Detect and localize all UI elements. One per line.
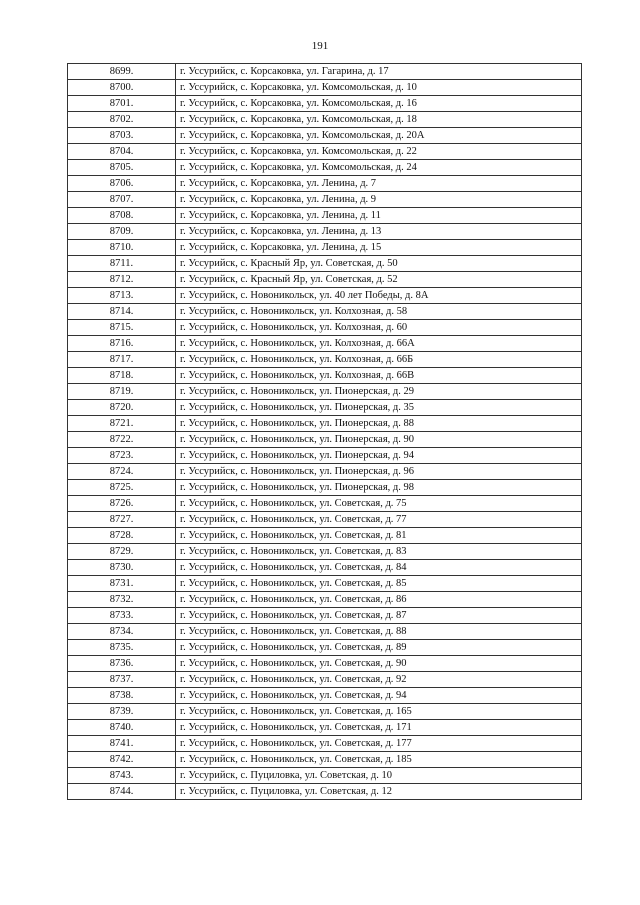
address-cell: г. Уссурийск, с. Новоникольск, ул. Советская, д. 92: [176, 672, 582, 688]
row-number-cell: 8707.: [68, 192, 176, 208]
address-cell: г. Уссурийск, с. Новоникольск, ул. Пионерская, д. 88: [176, 416, 582, 432]
address-cell: г. Уссурийск, с. Новоникольск, ул. Пионерская, д. 96: [176, 464, 582, 480]
row-number-cell: 8739.: [68, 704, 176, 720]
address-cell: г. Уссурийск, с. Новоникольск, ул. Советская, д. 171: [176, 720, 582, 736]
row-number-cell: 8720.: [68, 400, 176, 416]
table-row: [68, 608, 582, 624]
row-number-cell: 8743.: [68, 768, 176, 784]
address-cell: г. Уссурийск, с. Новоникольск, ул. Советская, д. 81: [176, 528, 582, 544]
table-row: [68, 128, 582, 144]
table-row: [68, 624, 582, 640]
address-cell: г. Уссурийск, с. Новоникольск, ул. Колхозная, д. 60: [176, 320, 582, 336]
address-cell: г. Уссурийск, с. Новоникольск, ул. Колхозная, д. 66А: [176, 336, 582, 352]
table-row: [68, 672, 582, 688]
row-number-cell: 8738.: [68, 688, 176, 704]
row-number-cell: 8711.: [68, 256, 176, 272]
table-row: [68, 496, 582, 512]
row-number-cell: 8725.: [68, 480, 176, 496]
row-number-cell: 8729.: [68, 544, 176, 560]
table-row: [68, 224, 582, 240]
table-row: [68, 192, 582, 208]
table-row: [68, 432, 582, 448]
address-cell: г. Уссурийск, с. Новоникольск, ул. Колхозная, д. 66Б: [176, 352, 582, 368]
address-cell: г. Уссурийск, с. Новоникольск, ул. Советская, д. 185: [176, 752, 582, 768]
address-cell: г. Уссурийск, с. Корсаковка, ул. Ленина, д. 13: [176, 224, 582, 240]
row-number-cell: 8714.: [68, 304, 176, 320]
table-row: [68, 320, 582, 336]
address-cell: г. Уссурийск, с. Корсаковка, ул. Гагарина, д. 17: [176, 64, 582, 80]
row-number-cell: 8708.: [68, 208, 176, 224]
table-row: [68, 144, 582, 160]
address-cell: г. Уссурийск, с. Новоникольск, ул. Советская, д. 83: [176, 544, 582, 560]
row-number-cell: 8703.: [68, 128, 176, 144]
row-number-cell: 8705.: [68, 160, 176, 176]
table-row: [68, 784, 582, 800]
table-row: [68, 368, 582, 384]
table-row: [68, 176, 582, 192]
table-row: [68, 752, 582, 768]
table-row: [68, 208, 582, 224]
address-cell: г. Уссурийск, с. Новоникольск, ул. Советская, д. 94: [176, 688, 582, 704]
row-number-cell: 8699.: [68, 64, 176, 80]
address-cell: г. Уссурийск, с. Корсаковка, ул. Комсомольская, д. 18: [176, 112, 582, 128]
row-number-cell: 8735.: [68, 640, 176, 656]
address-cell: г. Уссурийск, с. Новоникольск, ул. Советская, д. 165: [176, 704, 582, 720]
row-number-cell: 8718.: [68, 368, 176, 384]
address-cell: г. Уссурийск, с. Новоникольск, ул. Советская, д. 84: [176, 560, 582, 576]
table-row: [68, 528, 582, 544]
row-number-cell: 8717.: [68, 352, 176, 368]
row-number-cell: 8742.: [68, 752, 176, 768]
address-cell: г. Уссурийск, с. Новоникольск, ул. Советская, д. 86: [176, 592, 582, 608]
table-row: [68, 416, 582, 432]
row-number-cell: 8704.: [68, 144, 176, 160]
address-cell: г. Уссурийск, с. Корсаковка, ул. Ленина, д. 15: [176, 240, 582, 256]
address-cell: г. Уссурийск, с. Корсаковка, ул. Комсомольская, д. 20А: [176, 128, 582, 144]
address-cell: г. Уссурийск, с. Новоникольск, ул. 40 лет Победы, д. 8А: [176, 288, 582, 304]
address-cell: г. Уссурийск, с. Корсаковка, ул. Комсомольская, д. 22: [176, 144, 582, 160]
address-cell: г. Уссурийск, с. Корсаковка, ул. Комсомольская, д. 24: [176, 160, 582, 176]
row-number-cell: 8736.: [68, 656, 176, 672]
row-number-cell: 8732.: [68, 592, 176, 608]
table-row: [68, 448, 582, 464]
row-number-cell: 8733.: [68, 608, 176, 624]
row-number-cell: 8744.: [68, 784, 176, 800]
address-cell: г. Уссурийск, с. Новоникольск, ул. Советская, д. 89: [176, 640, 582, 656]
address-cell: г. Уссурийск, с. Новоникольск, ул. Пионерская, д. 29: [176, 384, 582, 400]
address-cell: г. Уссурийск, с. Новоникольск, ул. Советская, д. 88: [176, 624, 582, 640]
row-number-cell: 8716.: [68, 336, 176, 352]
address-cell: г. Уссурийск, с. Новоникольск, ул. Колхозная, д. 58: [176, 304, 582, 320]
row-number-cell: 8712.: [68, 272, 176, 288]
row-number-cell: 8741.: [68, 736, 176, 752]
row-number-cell: 8731.: [68, 576, 176, 592]
row-number-cell: 8728.: [68, 528, 176, 544]
table-row: [68, 688, 582, 704]
row-number-cell: 8734.: [68, 624, 176, 640]
address-cell: г. Уссурийск, с. Корсаковка, ул. Ленина, д. 11: [176, 208, 582, 224]
address-cell: г. Уссурийск, с. Новоникольск, ул. Советская, д. 75: [176, 496, 582, 512]
address-cell: г. Уссурийск, с. Корсаковка, ул. Комсомольская, д. 10: [176, 80, 582, 96]
table-row: [68, 384, 582, 400]
table-row: [68, 576, 582, 592]
table-row: [68, 592, 582, 608]
row-number-cell: 8702.: [68, 112, 176, 128]
table-row: [68, 288, 582, 304]
row-number-cell: 8723.: [68, 448, 176, 464]
row-number-cell: 8740.: [68, 720, 176, 736]
row-number-cell: 8727.: [68, 512, 176, 528]
row-number-cell: 8730.: [68, 560, 176, 576]
address-cell: г. Уссурийск, с. Красный Яр, ул. Советская, д. 52: [176, 272, 582, 288]
address-cell: г. Уссурийск, с. Новоникольск, ул. Советская, д. 77: [176, 512, 582, 528]
table-row: [68, 512, 582, 528]
address-table: [67, 63, 582, 800]
table-row: [68, 704, 582, 720]
row-number-cell: 8719.: [68, 384, 176, 400]
address-cell: г. Уссурийск, с. Пуциловка, ул. Советская, д. 10: [176, 768, 582, 784]
address-cell: г. Уссурийск, с. Красный Яр, ул. Советская, д. 50: [176, 256, 582, 272]
row-number-cell: 8724.: [68, 464, 176, 480]
row-number-cell: 8726.: [68, 496, 176, 512]
table-row: [68, 304, 582, 320]
table-row: [68, 480, 582, 496]
address-cell: г. Уссурийск, с. Пуциловка, ул. Советская, д. 12: [176, 784, 582, 800]
table-row: [68, 80, 582, 96]
address-cell: г. Уссурийск, с. Корсаковка, ул. Ленина, д. 9: [176, 192, 582, 208]
row-number-cell: 8721.: [68, 416, 176, 432]
address-cell: г. Уссурийск, с. Новоникольск, ул. Пионерская, д. 94: [176, 448, 582, 464]
table-row: [68, 656, 582, 672]
address-cell: г. Уссурийск, с. Новоникольск, ул. Советская, д. 85: [176, 576, 582, 592]
table-row: [68, 256, 582, 272]
table-row: [68, 544, 582, 560]
address-cell: г. Уссурийск, с. Новоникольск, ул. Советская, д. 90: [176, 656, 582, 672]
address-cell: г. Уссурийск, с. Корсаковка, ул. Комсомольская, д. 16: [176, 96, 582, 112]
row-number-cell: 8710.: [68, 240, 176, 256]
table-row: [68, 272, 582, 288]
table-row: [68, 112, 582, 128]
table-row: [68, 96, 582, 112]
address-cell: г. Уссурийск, с. Новоникольск, ул. Советская, д. 87: [176, 608, 582, 624]
address-cell: г. Уссурийск, с. Новоникольск, ул. Советская, д. 177: [176, 736, 582, 752]
address-cell: г. Уссурийск, с. Новоникольск, ул. Колхозная, д. 66В: [176, 368, 582, 384]
page-number: 191: [311, 40, 329, 52]
row-number-cell: 8706.: [68, 176, 176, 192]
row-number-cell: 8700.: [68, 80, 176, 96]
row-number-cell: 8713.: [68, 288, 176, 304]
address-table-body: [68, 64, 582, 800]
table-row: [68, 560, 582, 576]
address-cell: г. Уссурийск, с. Новоникольск, ул. Пионерская, д. 35: [176, 400, 582, 416]
table-row: [68, 464, 582, 480]
table-row: [68, 768, 582, 784]
row-number-cell: 8737.: [68, 672, 176, 688]
address-cell: г. Уссурийск, с. Корсаковка, ул. Ленина, д. 7: [176, 176, 582, 192]
table-row: [68, 352, 582, 368]
table-row: [68, 736, 582, 752]
table-row: [68, 240, 582, 256]
table-row: [68, 160, 582, 176]
address-cell: г. Уссурийск, с. Новоникольск, ул. Пионерская, д. 90: [176, 432, 582, 448]
row-number-cell: 8715.: [68, 320, 176, 336]
row-number-cell: 8701.: [68, 96, 176, 112]
table-row: [68, 640, 582, 656]
table-row: [68, 720, 582, 736]
row-number-cell: 8709.: [68, 224, 176, 240]
address-cell: г. Уссурийск, с. Новоникольск, ул. Пионерская, д. 98: [176, 480, 582, 496]
table-row: [68, 64, 582, 80]
table-row: [68, 336, 582, 352]
row-number-cell: 8722.: [68, 432, 176, 448]
table-row: [68, 400, 582, 416]
